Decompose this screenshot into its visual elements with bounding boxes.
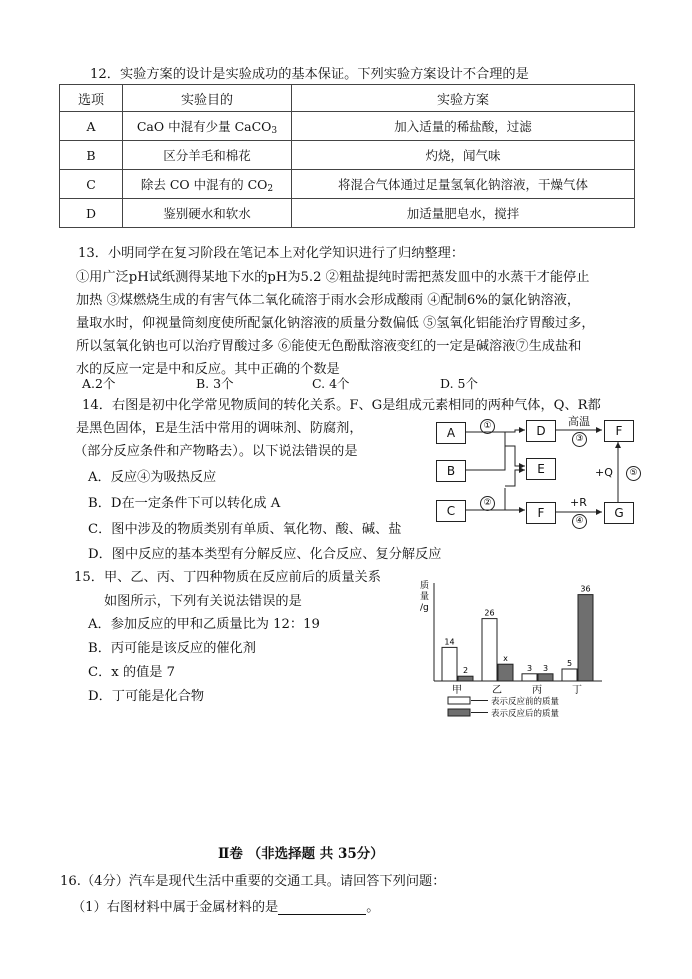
- box-d: D: [526, 420, 556, 442]
- q15-option-a: A．参加反应的甲和乙质量比为 12：19: [88, 617, 320, 632]
- circled-1: ①: [480, 419, 495, 434]
- q13-option-b: B. 3个: [196, 376, 234, 391]
- q13-option-a: A.2个: [82, 376, 116, 391]
- table-row: [60, 112, 635, 141]
- row-plan: 加入适量的稀盐酸，过滤: [292, 112, 635, 141]
- category-label: 甲: [452, 685, 462, 696]
- bar-label: 36: [580, 584, 591, 594]
- q16-1-text: （1）右图材料中属于金属材料的是: [72, 900, 279, 915]
- row-option: B: [60, 141, 123, 170]
- header-plan: 实验方案: [292, 85, 635, 112]
- q14-option-c: C．图中涉及的物质类别有单质、氧化物、酸、碱、盐: [88, 522, 402, 537]
- q15-option-d: D．丁可能是化合物: [88, 689, 205, 704]
- row-option: C: [60, 170, 123, 199]
- bar-label: 3: [542, 663, 549, 673]
- bar-label: 26: [484, 608, 495, 618]
- q14-option-d: D．图中反应的基本类型有分解反应、化合反应、复分解反应: [88, 547, 442, 562]
- q13-line: 量取水时，仰视量筒刻度使所配氯化钠溶液的质量分数偏低 ⑤氢氧化铝能治疗胃酸过多，: [76, 316, 595, 331]
- row-goal: CaO 中混有少量 CaCO$_3$: [123, 112, 292, 141]
- box-e: E: [526, 458, 556, 480]
- box-g: G: [604, 502, 634, 524]
- q14-option-a: A．反应④为吸热反应: [88, 470, 217, 485]
- row-goal: 除去 CO 中混有的 $CO_2$: [123, 170, 292, 199]
- bar-丙-after: [538, 674, 553, 681]
- bar-label: 14: [444, 637, 455, 647]
- mass-chart: [408, 577, 608, 722]
- q12-stem: 12．实验方案的设计是实验成功的基本保证。下列实验方案设计不合理的是: [90, 67, 529, 82]
- bar-乙-after: [498, 664, 513, 681]
- legend-label: 表示反应前的质量: [491, 697, 560, 707]
- q12-table: [59, 84, 635, 228]
- bar-label: 3: [526, 663, 533, 673]
- q13-option-d: D. 5个: [440, 376, 478, 391]
- circled-4: ④: [572, 514, 587, 529]
- q15-line: 如图所示，下列有关说法错误的是: [104, 594, 302, 609]
- q15-line: 15．甲、乙、丙、丁四种物质在反应前后的质量关系: [74, 570, 381, 585]
- label-plus-r: +R: [570, 496, 587, 509]
- circled-3: ③: [572, 432, 587, 447]
- q16-1: [72, 896, 379, 915]
- y-axis-label-3: /g: [420, 603, 429, 613]
- legend-swatch: [448, 697, 470, 704]
- q13-line: 加热 ③煤燃烧生成的有害气体二氧化硫溶于雨水会形成酸雨 ④配制6%的氯化钠溶液，: [76, 293, 581, 308]
- header-option: 选项: [60, 85, 123, 112]
- table-row: [60, 141, 635, 170]
- bar-label: 5: [566, 659, 573, 668]
- q16-1-end: 。: [366, 900, 380, 915]
- bar-丁-after: [578, 595, 593, 681]
- category-label: 丙: [532, 685, 542, 696]
- box-f-bottom: F: [526, 502, 556, 524]
- box-c: C: [436, 500, 466, 522]
- q16-stem: 16.（4分）汽车是现代生活中重要的交通工具。请回答下列问题：: [60, 874, 446, 889]
- bar-丙-before: [522, 674, 537, 681]
- row-plan: 加适量肥皂水，搅拌: [292, 199, 635, 228]
- y-axis-label-1: 质: [420, 581, 430, 591]
- y-axis-label-2: 量: [420, 592, 430, 602]
- box-f-top: F: [604, 420, 634, 442]
- legend-swatch: [448, 709, 470, 716]
- table-header-row: [60, 85, 635, 112]
- conversion-diagram: [430, 416, 645, 528]
- section2-title: Ⅱ卷 （非选择题 共 35分）: [218, 846, 384, 862]
- bar-丁-before: [562, 669, 577, 681]
- row-plan: 灼烧，闻气味: [292, 141, 635, 170]
- header-goal: 实验目的: [123, 85, 292, 112]
- label-gaowen: 高温: [568, 415, 590, 428]
- category-label: 丁: [572, 685, 582, 696]
- q15-option-c: C．x 的值是 7: [88, 665, 176, 680]
- q13-option-c: C. 4个: [312, 376, 350, 391]
- row-option: D: [60, 199, 123, 228]
- label-plus-q: +Q: [595, 466, 613, 479]
- q14-option-b: B．D在一定条件下可以转化成 A: [88, 496, 281, 511]
- row-goal: 鉴别硬水和软水: [123, 199, 292, 228]
- circled-5: ⑤: [626, 466, 641, 481]
- q13-line: 13．小明同学在复习阶段在笔记本上对化学知识进行了归纳整理：: [78, 246, 465, 261]
- q13-line: 水的反应一定是中和反应。其中正确的个数是: [76, 362, 340, 377]
- bar-甲-after: [458, 676, 473, 681]
- table-row: [60, 170, 635, 199]
- q13-line: ①用广泛pH试纸测得某地下水的pH为5.2 ②粗盐提纯时需把蒸发皿中的水蒸干才能停止: [76, 270, 590, 285]
- box-a: A: [436, 422, 466, 444]
- q14-line: 14．右图是初中化学常见物质间的转化关系。F、G是组成元素相同的两种气体，Q、R都: [82, 398, 601, 413]
- q15-option-b: B．丙可能是该反应的催化剂: [88, 641, 256, 656]
- category-label: 乙: [492, 685, 502, 696]
- q13-line: 所以氢氧化钠也可以治疗胃酸过多 ⑥能使无色酚酞溶液变红的一定是碱溶液⑦生成盐和: [76, 339, 582, 354]
- circled-2: ②: [480, 496, 495, 511]
- bar-label: x: [503, 654, 508, 664]
- row-option: A: [60, 112, 123, 141]
- bar-label: 2: [462, 666, 469, 676]
- bar-甲-before: [442, 647, 457, 681]
- q14-line: （部分反应条件和产物略去）。以下说法错误的是: [74, 444, 358, 459]
- legend-label: 表示反应后的质量: [491, 709, 560, 719]
- answer-blank[interactable]: [278, 902, 366, 915]
- q14-line: 是黑色固体，E是生活中常用的调味剂、防腐剂，: [76, 421, 363, 436]
- row-plan: 将混合气体通过足量氢氧化钠溶液，干燥气体: [292, 170, 635, 199]
- row-goal: 区分羊毛和棉花: [123, 141, 292, 170]
- box-b: B: [436, 460, 466, 482]
- bar-乙-before: [482, 619, 497, 681]
- table-row: [60, 199, 635, 228]
